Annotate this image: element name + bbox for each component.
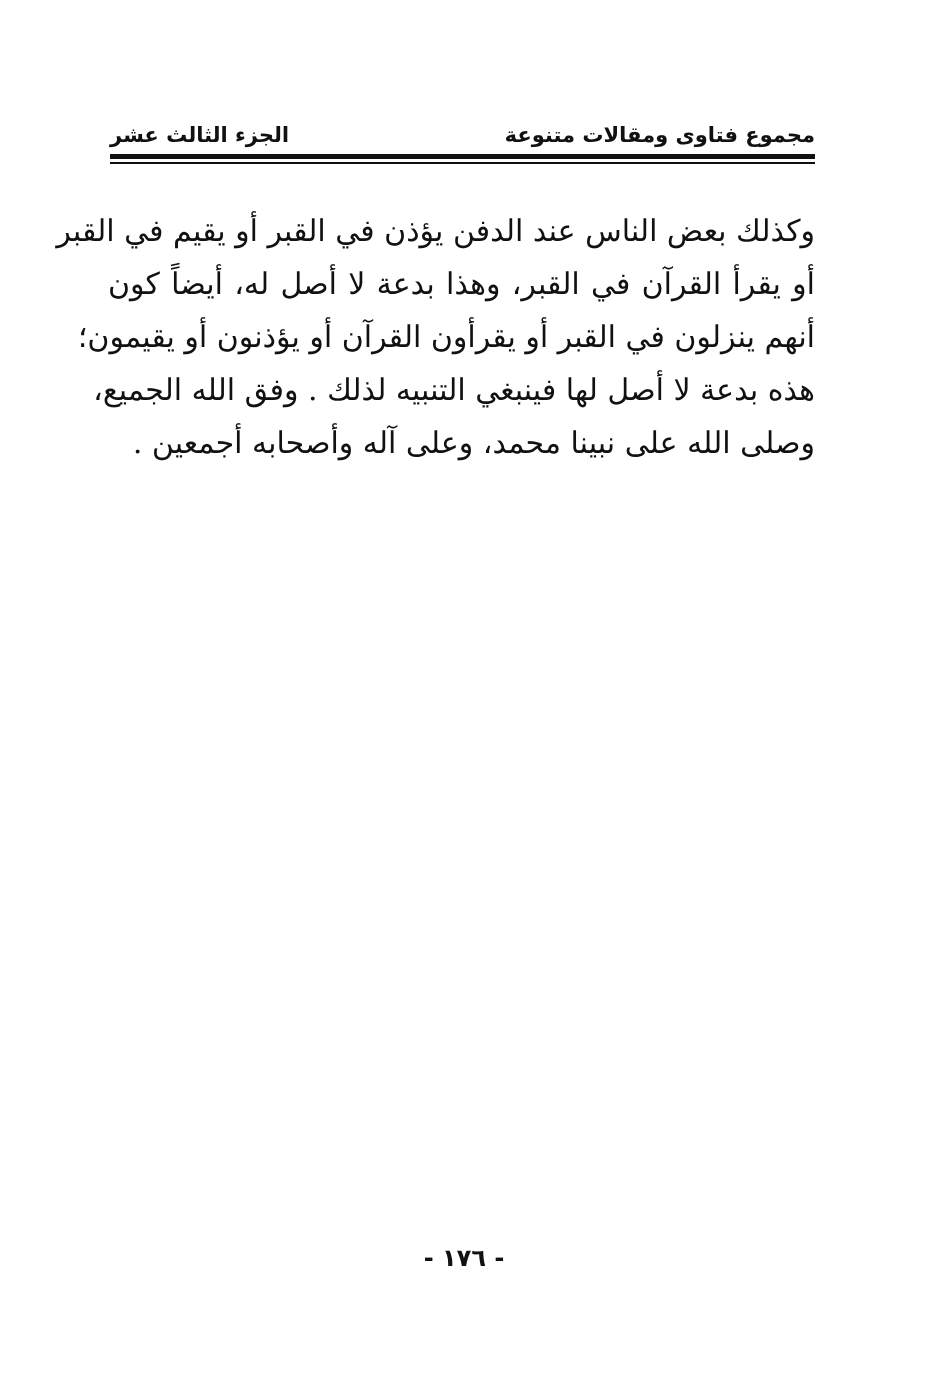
text-line: هذه بدعة لا أصل لها فينبغي التنبيه لذلك . وفق الله الجميع، <box>93 373 815 408</box>
book-title: مجموع فتاوى ومقالات متنوعة <box>504 123 815 147</box>
page-number: - ١٧٦ - <box>423 1244 505 1272</box>
text-line: وكذلك بعض الناس عند الدفن يؤذن في القبر أو يقيم في القبر <box>56 214 815 249</box>
text-line: أو يقرأ القرآن في القبر، وهذا بدعة لا أصل له، أيضاً كون <box>108 267 816 302</box>
text-line: وصلى الله على نبينا محمد، وعلى آله وأصحابه أجمعين . <box>132 426 815 461</box>
header-rule-thin <box>110 162 815 164</box>
volume-label: الجزء الثالث عشر <box>110 123 290 147</box>
running-header <box>110 118 815 152</box>
text-line: أنهم ينزلون في القبر أو يقرأون القرآن أو يؤذنون أو يقيمون؛ <box>77 320 815 355</box>
body-text <box>56 205 816 470</box>
header-rule-thick <box>110 154 815 159</box>
